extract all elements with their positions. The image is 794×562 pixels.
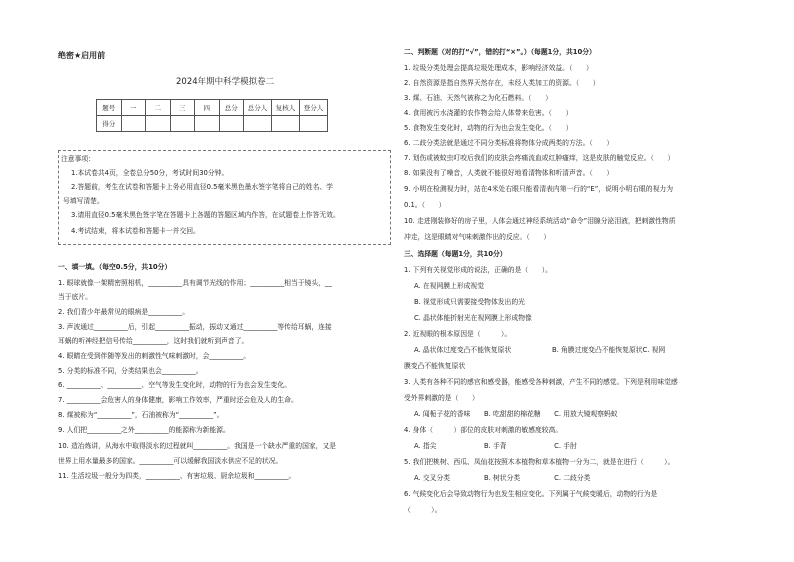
score-cell: 总分 [219, 100, 244, 116]
question-line: 11. 生活垃圾一般分为四类，__________、有害垃圾、厨余垃圾和__________。 [58, 472, 296, 480]
question-line: 5. 我们把桃树、西瓜、凤仙花按照木本植物和草本植物一分为二，就是在进行（ ）。 [404, 458, 675, 466]
question-line: 0.1。（ ） [404, 201, 446, 209]
question-line: 2. 自然资源是指自然界天然存在，未经人类加工的资源。（ ） [404, 79, 600, 87]
choice-option: A. 闻栀子花的香味 B. 吃甜甜的棉花糖 C. 用放大镜观察蚂蚁 [414, 410, 618, 418]
score-blank [121, 116, 146, 132]
notice-item: 3.请用直径0.5毫米黑色签字笔在答题卡上各题的答题区域内作答，在试题卷上作答无效。 [71, 211, 340, 219]
question-line: 世界上用水量最多的国家。__________可以缓解我国淡水供应不足的状况。 [58, 457, 283, 465]
question-line: 6. 二歧分类法就是通过不同分类标准将物体分成两类的方法。（ ） [404, 139, 614, 147]
section-3-title: 三、选择题（每题1分，共10分） [404, 250, 507, 258]
choice-option: C. 晶状体能折射光在视网膜上形成物像 [414, 314, 532, 322]
notice-item: 4.考试结束，将本试卷和答题卡一并交回。 [71, 227, 200, 235]
score-blank [195, 116, 220, 132]
question-line: 4. 食用被污水浇灌的农作物会给人体带来危害。（ ） [404, 109, 573, 117]
question-line: 8. 煤被称为“__________”，石油被称为“__________”。 [58, 411, 224, 419]
question-line: 耳蜗的听神经把信号传给__________，这时我们就听到声音了。 [58, 337, 249, 345]
question-line: 1. 眼球就像一架精密照相机，__________具有调节光线的作用；__________相当于镜头，__ [58, 279, 332, 287]
notice-title: 注意事项： [61, 155, 95, 163]
question-line: 7. 划伤或被蚊虫叮咬后我们的皮肤会疼痛流血或红肿瘙痒，这是皮肤的触觉反应。（ ） [404, 154, 675, 162]
choice-option: A. 交叉分类 B. 树状分类 C. 二歧分类 [414, 474, 591, 482]
question-line: 4. 眼睛在受到伴随等发出的刺激性气味刺激时，会__________。 [58, 352, 251, 360]
section-2-title: 二、判断题（对的打“√”，错的打“×”。）（每题1分，共10分） [404, 48, 596, 56]
score-cell: 复核人 [272, 100, 300, 116]
question-line: 2. 近视眼的根本原因是（ ）。 [404, 330, 512, 338]
score-cell: 题号 [97, 100, 122, 116]
score-cell: 二 [146, 100, 171, 116]
question-line: 1. 下列有关视觉形成的说法，正确的是（ ）。 [404, 266, 552, 274]
score-blank [146, 116, 171, 132]
question-line: 3. 声波通过__________后，引起__________振动，振动又通过__________等传给耳蜗，连接 [58, 323, 332, 331]
question-line: 4. 身体（ ）部位的皮肤对刺激的敏感度较高。 [404, 426, 563, 434]
score-blank [300, 116, 328, 132]
score-table-score-row [97, 116, 328, 132]
question-line: 当于底片。 [58, 293, 92, 301]
question-line: 5. 分类的标准不同，分类结果也会__________。 [58, 367, 203, 375]
question-line: 1. 垃圾分类处理会提高垃圾处理成本，影响经济效益。（ ） [404, 64, 593, 72]
score-cell: 总分人 [244, 100, 272, 116]
exam-title: 2024年期中科学模拟卷二 [176, 77, 275, 87]
score-cell: 登分人 [300, 100, 328, 116]
score-blank [170, 116, 195, 132]
choice-option: A. 晶状体过度变凸不能恢复原状 B. 角膜过度变凸不能恢复原状C. 视网 [414, 346, 666, 354]
question-line: 9. 小明在检测视力时，站在4米处右眼只能看清表内第一行的“E”，说明小明右眼的视力为 [404, 185, 673, 193]
question-line: （ ）。 [404, 506, 442, 514]
question-line: 8. 如果没有了噪音，人类就不能很好地看清物体和听清声音。（ ） [404, 169, 614, 177]
notice-box [58, 150, 391, 245]
notice-item: 2.答题前，考生在试卷和答题卡上务必用直径0.5毫米黑色墨水签字笔将自己的姓名、学 [71, 183, 333, 191]
question-line: 10. 造冶炼讲，从海水中取得淡水的过程就叫__________。我国是一个缺水严重的国家，又是 [58, 442, 337, 450]
notice-item: 号填写清楚。 [63, 197, 104, 205]
score-cell: 一 [121, 100, 146, 116]
question-line: 冲走，这是眼睛对气味刺激作出的反应。（ ） [404, 233, 551, 241]
section-1-title: 一、填一填。（每空0.5分，共10分） [58, 263, 172, 271]
question-line: 受外界刺激的是（ ） [404, 394, 479, 402]
question-line: 10. 走进刚装修好的房子里，人体会通过神经系统活动“命令”泪腺分泌泪液，把刺激性物质 [404, 217, 676, 225]
notice-item: 1.本试卷共4页，全卷总分50分，考试时间30分钟。 [71, 169, 229, 177]
score-table [96, 99, 328, 132]
confidential-mark: 绝密★启用前 [58, 51, 106, 60]
question-line: 7. __________会危害人的身体健康，影响工作效率，严重时还会危及人的生命。 [58, 396, 298, 404]
question-line: 6. 气候变化后会导致动物行为也发生相应变化。下列属于气候变暖后，动物的行为是 [404, 490, 658, 498]
score-blank [219, 116, 244, 132]
score-row-label: 得分 [97, 116, 122, 132]
score-cell: 四 [195, 100, 220, 116]
choice-option: B. 视觉形成只需要接受物体发出的光 [414, 298, 525, 306]
question-line: 3. 人类有各种不同的感官和感受器，能感受各种刺激，产生不同的感觉。下列是利用味觉感 [404, 378, 678, 386]
choice-option: A. 指尖 B. 手背 C. 手肘 [414, 442, 577, 450]
choice-option: 膜变凸不能恢复原状 [404, 362, 466, 370]
score-cell: 三 [170, 100, 195, 116]
question-line: 9. 人们把__________之外__________的能源称为新能源。 [58, 426, 230, 434]
question-line: 3. 煤、石油、天然气被称之为化石燃料。（ ） [404, 94, 552, 102]
question-line: 6. __________、__________、空气等发生变化时，动物的行为也会发生变化。 [58, 381, 291, 389]
choice-option: A. 在视网膜上形成视觉 [414, 282, 485, 290]
score-blank [244, 116, 272, 132]
question-line: 5. 食物发生变化时，动物的行为也会发生变化。（ ） [404, 124, 573, 132]
question-line: 2. 我们青少年最常见的眼病是__________。 [58, 308, 189, 316]
score-table-header-row [97, 100, 328, 116]
score-blank [272, 116, 300, 132]
